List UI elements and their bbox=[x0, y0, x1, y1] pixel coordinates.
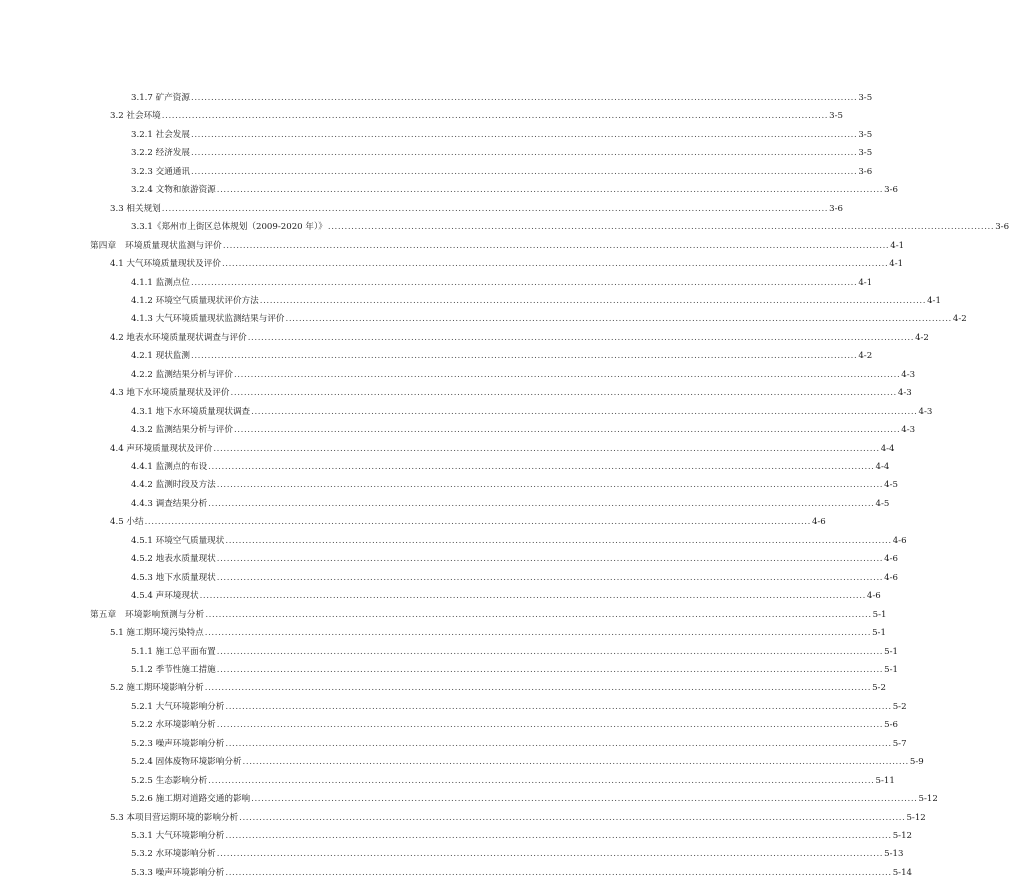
toc-dot-leader: ........................................................................................................................................................................................................ bbox=[225, 738, 892, 749]
toc-page-number: 3-6 bbox=[995, 222, 1009, 233]
toc-subsection-entry bbox=[131, 533, 907, 547]
toc-dot-leader: ........................................................................................................................................................................................................ bbox=[204, 628, 872, 639]
toc-entry-title: 5.3.3 噪声环境影响分析 bbox=[131, 867, 225, 878]
toc-page-number: 4-1 bbox=[858, 277, 873, 288]
toc-page-number: 4-5 bbox=[875, 498, 890, 509]
toc-subsection-entry bbox=[131, 662, 898, 676]
toc-page-number: 4-1 bbox=[890, 240, 905, 251]
toc-dot-leader: ........................................................................................................................................................................................................ bbox=[199, 591, 866, 602]
toc-entry-title: 第四章 环境质量现状监测与评价 bbox=[90, 240, 222, 251]
toc-subsection-entry bbox=[131, 736, 907, 750]
toc-subsection-entry bbox=[131, 699, 907, 713]
toc-page-number: 5-2 bbox=[892, 701, 907, 712]
toc-subsection-entry bbox=[131, 164, 873, 178]
toc-entry-title: 4.4.2 监测时段及方法 bbox=[131, 480, 216, 491]
toc-section-entry bbox=[110, 108, 843, 122]
toc-dot-leader: ........................................................................................................................................................................................................ bbox=[216, 849, 884, 860]
toc-dot-leader: ........................................................................................................................................................................................................ bbox=[233, 369, 901, 380]
toc-page-number: 5-1 bbox=[872, 609, 887, 620]
toc-entry-title: 3.2.4 文物和旅游资源 bbox=[131, 185, 216, 196]
toc-dot-leader: ........................................................................................................................................................................................................ bbox=[222, 240, 890, 251]
toc-entry-title: 5.3.1 大气环境影响分析 bbox=[131, 831, 225, 841]
toc-dot-leader: ........................................................................................................................................................................................................ bbox=[216, 646, 884, 657]
toc-subsection-entry bbox=[131, 477, 898, 491]
toc-page-number: 5-11 bbox=[875, 775, 895, 786]
toc-entry-title: 4.4.1 监测点的布设 bbox=[131, 462, 208, 472]
toc-page-number: 3-6 bbox=[884, 185, 898, 196]
toc-entry-title: 5.3 本项目营运期环境的影响分析 bbox=[110, 812, 239, 823]
toc-page-number: 5-12 bbox=[918, 794, 938, 805]
toc-entry-title: 4.5.3 地下水质量现状 bbox=[131, 572, 216, 583]
toc-subsection-entry bbox=[131, 311, 967, 325]
toc-page-number: 5-13 bbox=[884, 849, 904, 860]
toc-page-number: 5-2 bbox=[872, 683, 886, 694]
toc-entry-title: 5.1.2 季节性施工措施 bbox=[131, 664, 216, 675]
toc-page-number: 5-9 bbox=[909, 757, 924, 768]
toc-dot-leader: ........................................................................................................................................................................................................ bbox=[225, 701, 892, 712]
toc-dot-leader: ........................................................................................................................................................................................................ bbox=[144, 517, 811, 528]
toc-entry-title: 第五章 环境影响预测与分析 bbox=[90, 609, 205, 620]
toc-dot-leader: ........................................................................................................................................................................................................ bbox=[216, 572, 884, 583]
toc-page-number: 5-1 bbox=[884, 664, 898, 675]
toc-page-number: 4-3 bbox=[918, 406, 933, 417]
toc-page-number: 4-3 bbox=[901, 369, 916, 380]
toc-subsection-entry bbox=[131, 422, 916, 436]
toc-page-number: 5-12 bbox=[892, 831, 913, 841]
toc-subsection-entry bbox=[131, 127, 873, 141]
toc-page-number: 4-6 bbox=[892, 535, 907, 546]
toc-dot-leader: ........................................................................................................................................................................................................ bbox=[161, 203, 829, 214]
toc-entry-title: 4.5.4 声环境现状 bbox=[131, 591, 199, 602]
toc-page-number: 3-5 bbox=[858, 148, 873, 159]
toc-entry-title: 3.2.2 经济发展 bbox=[131, 148, 190, 159]
toc-page-number: 4-3 bbox=[897, 388, 912, 399]
toc-subsection-entry bbox=[131, 717, 898, 731]
toc-dot-leader: ........................................................................................................................................................................................................ bbox=[251, 406, 918, 417]
toc-page-number: 3-5 bbox=[829, 111, 843, 122]
toc-dot-leader: ........................................................................................................................................................................................................ bbox=[205, 609, 872, 620]
toc-subsection-entry bbox=[131, 588, 881, 602]
toc-subsection-entry bbox=[131, 459, 890, 473]
toc-entry-title: 5.1 施工期环境污染特点 bbox=[110, 628, 204, 639]
toc-page-number: 4-6 bbox=[884, 572, 898, 583]
toc-subsection-entry bbox=[131, 773, 895, 787]
toc-dot-leader: ........................................................................................................................................................................................................ bbox=[225, 831, 892, 841]
toc-dot-leader: ........................................................................................................................................................................................................ bbox=[204, 683, 872, 694]
toc-subsection-entry bbox=[131, 846, 904, 860]
toc-entry-title: 3.3.1《郑州市上街区总体规划（2009-2020 年）》 bbox=[131, 222, 327, 233]
toc-dot-leader: ........................................................................................................................................................................................................ bbox=[216, 720, 884, 731]
toc-entry-title: 4.3.1 地下水环境质量现状调查 bbox=[131, 406, 251, 417]
toc-entry-title: 4.2.2 监测结果分析与评价 bbox=[131, 369, 233, 380]
toc-entry-title: 3.2 社会环境 bbox=[110, 111, 161, 122]
toc-dot-leader: ........................................................................................................................................................................................................ bbox=[190, 277, 858, 288]
toc-section-entry bbox=[110, 441, 895, 455]
toc-page-number: 4-1 bbox=[889, 259, 904, 270]
toc-page-number: 4-6 bbox=[811, 517, 826, 528]
toc-page-number: 5-14 bbox=[892, 867, 913, 878]
toc-dot-leader: ........................................................................................................................................................................................................ bbox=[216, 664, 884, 675]
toc-subsection-entry bbox=[131, 754, 924, 768]
toc-subsection-entry bbox=[131, 791, 938, 805]
toc-dot-leader: ........................................................................................................................................................................................................ bbox=[225, 867, 892, 878]
toc-dot-leader: ........................................................................................................................................................................................................ bbox=[242, 757, 909, 768]
toc-page-number: 4-2 bbox=[915, 332, 929, 343]
toc-entry-title: 4.1.2 环境空气质量现状评价方法 bbox=[131, 295, 259, 306]
toc-dot-leader: ........................................................................................................................................................................................................ bbox=[216, 480, 884, 491]
toc-entry-title: 3.1.7 矿产资源 bbox=[131, 93, 190, 103]
toc-page-number: 5-6 bbox=[884, 720, 898, 731]
toc-page-number: 3-5 bbox=[858, 129, 873, 140]
toc-dot-leader: ........................................................................................................................................................................................................ bbox=[190, 166, 858, 177]
toc-entry-title: 5.2 施工期环境影响分析 bbox=[110, 683, 204, 694]
toc-subsection-entry bbox=[131, 404, 933, 418]
toc-entry-title: 5.1.1 施工总平面布置 bbox=[131, 646, 216, 657]
toc-page-number: 5-1 bbox=[884, 646, 898, 657]
toc-subsection-entry bbox=[131, 348, 873, 362]
toc-entry-title: 4.5.1 环境空气质量现状 bbox=[131, 535, 225, 546]
toc-page-number: 5-12 bbox=[906, 812, 926, 823]
toc-subsection-entry bbox=[131, 90, 873, 104]
toc-chapter-entry bbox=[90, 607, 887, 621]
toc-dot-leader: ........................................................................................................................................................................................................ bbox=[247, 332, 915, 343]
toc-dot-leader: ........................................................................................................................................................................................................ bbox=[221, 259, 889, 270]
toc-dot-leader: ........................................................................................................................................................................................................ bbox=[259, 295, 927, 306]
toc-dot-leader: ........................................................................................................................................................................................................ bbox=[239, 812, 906, 823]
toc-dot-leader: ........................................................................................................................................................................................................ bbox=[327, 222, 995, 233]
toc-entry-title: 4.2 地表水环境质量现状调查与评价 bbox=[110, 332, 247, 343]
toc-subsection-entry bbox=[131, 219, 1009, 233]
toc-entry-title: 4.1.1 监测点位 bbox=[131, 277, 190, 288]
toc-section-entry bbox=[110, 201, 843, 215]
toc-page-number: 4-5 bbox=[884, 480, 898, 491]
toc-dot-leader: ........................................................................................................................................................................................................ bbox=[225, 535, 892, 546]
toc-entry-title: 4.5 小结 bbox=[110, 517, 144, 528]
toc-dot-leader: ........................................................................................................................................................................................................ bbox=[190, 129, 858, 140]
toc-subsection-entry bbox=[131, 828, 913, 842]
toc-dot-leader: ........................................................................................................................................................................................................ bbox=[230, 388, 897, 399]
toc-subsection-entry bbox=[131, 182, 898, 196]
toc-page-number: 5-1 bbox=[872, 628, 886, 639]
toc-section-entry bbox=[110, 385, 912, 399]
toc-page-number: 4-2 bbox=[952, 314, 967, 325]
toc-section-entry bbox=[110, 810, 926, 824]
toc-section-entry bbox=[110, 256, 904, 270]
toc-page-number: 4-4 bbox=[875, 462, 890, 472]
toc-subsection-entry bbox=[131, 275, 873, 289]
toc-dot-leader: ........................................................................................................................................................................................................ bbox=[216, 554, 884, 565]
toc-subsection-entry bbox=[131, 293, 941, 307]
toc-entry-title: 5.2.5 生态影响分析 bbox=[131, 775, 208, 786]
toc-dot-leader: ........................................................................................................................................................................................................ bbox=[233, 425, 901, 436]
toc-dot-leader: ........................................................................................................................................................................................................ bbox=[213, 443, 880, 454]
toc-page-number: 4-6 bbox=[866, 591, 881, 602]
toc-dot-leader: ........................................................................................................................................................................................................ bbox=[251, 794, 918, 805]
toc-entry-title: 3.3 相关规划 bbox=[110, 203, 161, 214]
toc-entry-title: 5.2.3 噪声环境影响分析 bbox=[131, 738, 225, 749]
toc-dot-leader: ........................................................................................................................................................................................................ bbox=[190, 93, 858, 103]
toc-section-entry bbox=[110, 680, 886, 694]
toc-dot-leader: ........................................................................................................................................................................................................ bbox=[190, 351, 858, 362]
toc-dot-leader: ........................................................................................................................................................................................................ bbox=[161, 111, 829, 122]
toc-section-entry bbox=[110, 625, 886, 639]
toc-dot-leader: ........................................................................................................................................................................................................ bbox=[208, 462, 875, 472]
toc-page-number: 3-6 bbox=[829, 203, 843, 214]
toc-subsection-entry bbox=[131, 551, 898, 565]
toc-entry-title: 4.5.2 地表水质量现状 bbox=[131, 554, 216, 565]
toc-entry-title: 3.2.3 交通通讯 bbox=[131, 166, 190, 177]
toc-entry-title: 4.1.3 大气环境质量现状监测结果与评价 bbox=[131, 314, 285, 325]
toc-page-number: 4-4 bbox=[880, 443, 895, 454]
toc-page-number: 5-7 bbox=[892, 738, 907, 749]
toc-dot-leader: ........................................................................................................................................................................................................ bbox=[285, 314, 952, 325]
toc-subsection-entry bbox=[131, 367, 916, 381]
toc-page-number: 3-5 bbox=[858, 93, 873, 103]
toc-entry-title: 5.2.2 水环境影响分析 bbox=[131, 720, 216, 731]
toc-page-number: 4-6 bbox=[884, 554, 898, 565]
toc-section-entry bbox=[110, 514, 826, 528]
toc-entry-title: 4.4.3 调查结果分析 bbox=[131, 498, 208, 509]
toc-page-number: 4-1 bbox=[927, 295, 941, 306]
toc-dot-leader: ........................................................................................................................................................................................................ bbox=[208, 498, 875, 509]
toc-subsection-entry bbox=[131, 644, 898, 658]
toc-entry-title: 5.2.4 固体废物环境影响分析 bbox=[131, 757, 242, 768]
toc-entry-title: 4.3.2 监测结果分析与评价 bbox=[131, 425, 233, 436]
toc-page-number: 4-3 bbox=[901, 425, 916, 436]
toc-entry-title: 5.3.2 水环境影响分析 bbox=[131, 849, 216, 860]
toc-entry-title: 4.2.1 现状监测 bbox=[131, 351, 190, 362]
toc-dot-leader: ........................................................................................................................................................................................................ bbox=[190, 148, 858, 159]
toc-entry-title: 4.1 大气环境质量现状及评价 bbox=[110, 259, 221, 270]
toc-entry-title: 3.2.1 社会发展 bbox=[131, 129, 190, 140]
toc-chapter-entry bbox=[90, 238, 905, 252]
toc-entry-title: 5.2.6 施工期对道路交通的影响 bbox=[131, 794, 251, 805]
toc-entry-title: 5.2.1 大气环境影响分析 bbox=[131, 701, 225, 712]
toc-entry-title: 4.4 声环境质量现状及评价 bbox=[110, 443, 213, 454]
toc-subsection-entry bbox=[131, 865, 913, 879]
toc-page-number: 4-2 bbox=[858, 351, 873, 362]
toc-page-number: 3-6 bbox=[858, 166, 873, 177]
toc-subsection-entry bbox=[131, 570, 898, 584]
toc-dot-leader: ........................................................................................................................................................................................................ bbox=[208, 775, 875, 786]
toc-entry-title: 4.3 地下水环境质量现状及评价 bbox=[110, 388, 230, 399]
toc-subsection-entry bbox=[131, 496, 890, 510]
toc-subsection-entry bbox=[131, 145, 873, 159]
toc-dot-leader: ........................................................................................................................................................................................................ bbox=[216, 185, 884, 196]
toc-section-entry bbox=[110, 330, 929, 344]
